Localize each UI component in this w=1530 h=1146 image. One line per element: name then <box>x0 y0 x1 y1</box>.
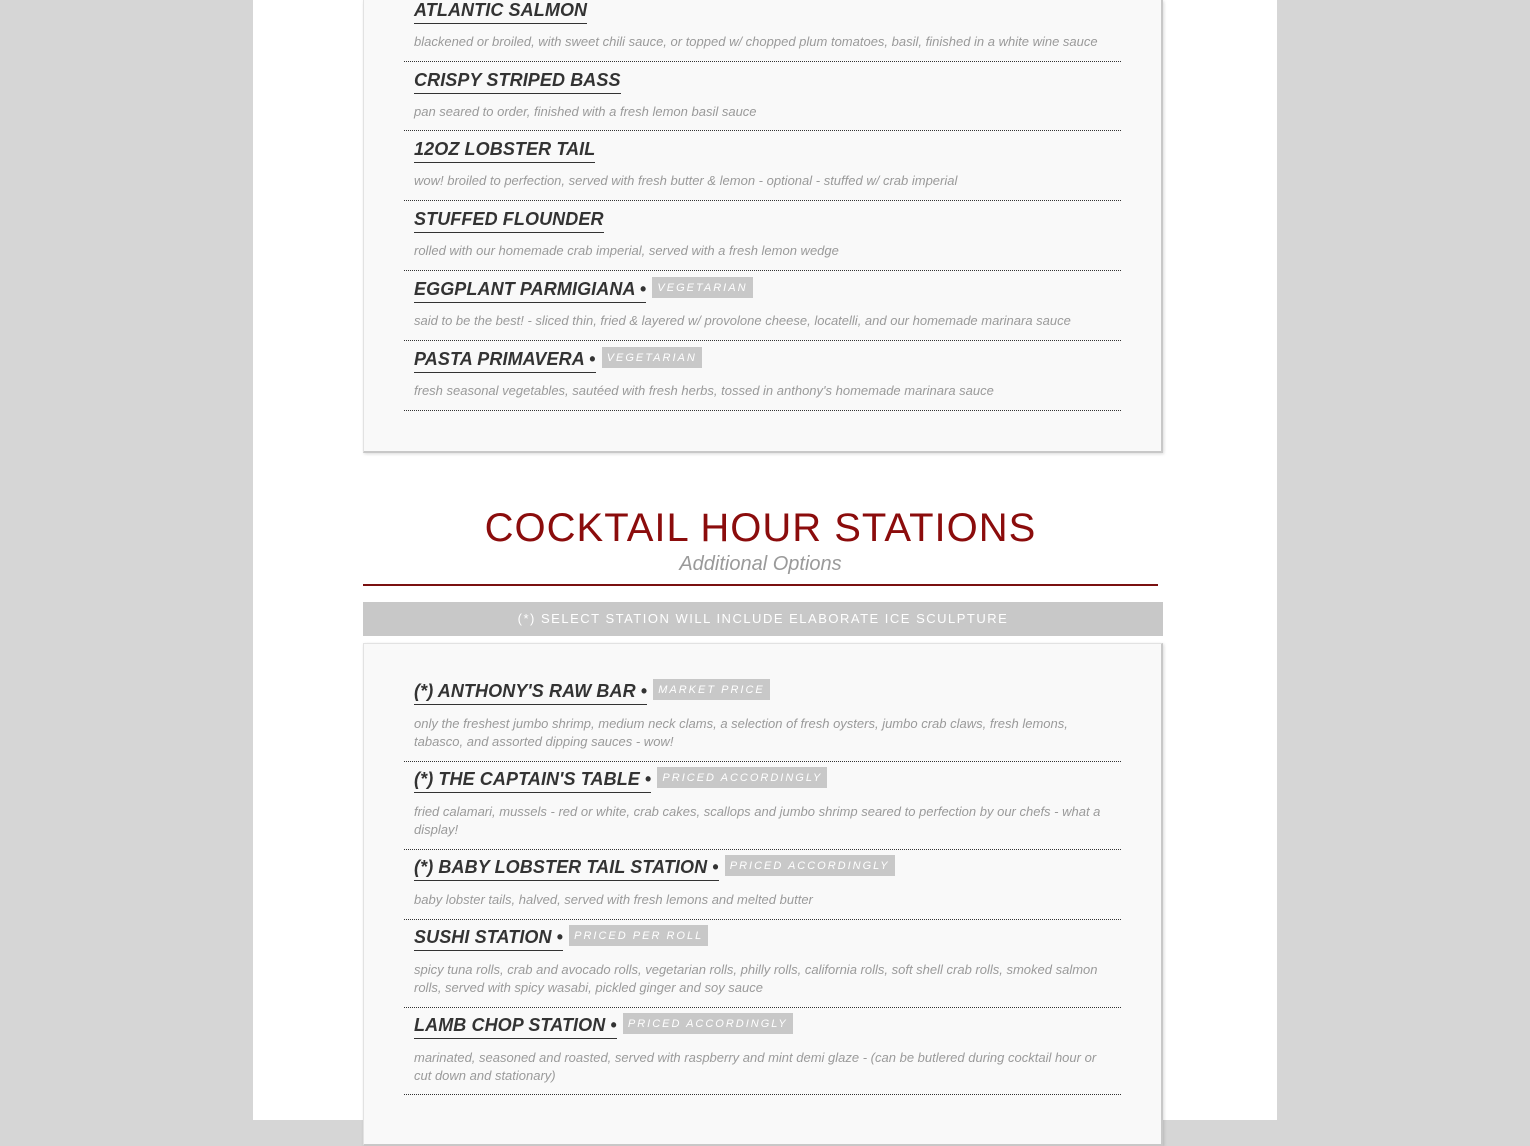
entree-menu-card <box>363 0 1163 453</box>
station-title: (*) THE CAPTAIN'S TABLE • <box>414 769 651 793</box>
section-divider <box>363 584 1158 586</box>
menu-item <box>404 70 1121 131</box>
menu-item-description: blackened or broiled, with sweet chili sauce, or topped w/ chopped plum tomatoes, basil, finished in a white wine sauce <box>414 34 1098 49</box>
price-badge: PRICED ACCORDINGLY <box>725 855 895 876</box>
station-description: marinated, seasoned and roasted, served with raspberry and mint demi glaze - (can be butlered during cocktail hour or cut down and stationary) <box>414 1050 1097 1083</box>
menu-item-description: said to be the best! - sliced thin, fried & layered w/ provolone cheese, locatelli, and our homemade marinara sauce <box>414 313 1071 328</box>
page-content <box>253 0 1277 1120</box>
menu-item-description: rolled with our homemade crab imperial, served with a fresh lemon wedge <box>414 243 839 258</box>
station-item <box>404 857 1121 920</box>
station-item <box>404 681 1121 762</box>
dietary-badge: VEGETARIAN <box>602 347 702 368</box>
menu-item <box>404 349 1121 411</box>
menu-item-description: fresh seasonal vegetables, sautéed with fresh herbs, tossed in anthony's homemade marinara sauce <box>414 383 994 398</box>
section-subtitle: Additional Options <box>679 553 842 575</box>
price-badge: PRICED PER ROLL <box>569 925 708 946</box>
menu-item <box>404 0 1121 62</box>
dietary-badge: VEGETARIAN <box>652 277 752 298</box>
station-title: (*) ANTHONY'S RAW BAR • <box>414 681 647 705</box>
ice-sculpture-notice: (*) SELECT STATION WILL INCLUDE ELABORATE ICE SCULPTURE <box>363 602 1163 636</box>
station-description: only the freshest jumbo shrimp, medium neck clams, a selection of fresh oysters, jumbo crab claws, fresh lemons, tabasco, and assorted dipping sauces - wow! <box>414 716 1068 749</box>
station-title: SUSHI STATION • <box>414 927 563 951</box>
menu-item-title: ATLANTIC SALMON <box>414 0 587 24</box>
menu-item-title: PASTA PRIMAVERA • <box>414 349 596 373</box>
menu-item-title: STUFFED FLOUNDER <box>414 209 604 233</box>
stations-menu-card <box>363 643 1163 1146</box>
menu-item-title: 12OZ LOBSTER TAIL <box>414 139 595 163</box>
station-title: LAMB CHOP STATION • <box>414 1015 617 1039</box>
price-badge: MARKET PRICE <box>653 679 770 700</box>
station-item <box>404 927 1121 1008</box>
menu-item <box>404 279 1121 341</box>
menu-item <box>404 139 1121 201</box>
menu-item-title: EGGPLANT PARMIGIANA • <box>414 279 646 303</box>
station-description: spicy tuna rolls, crab and avocado rolls, vegetarian rolls, philly rolls, california rolls, soft shell crab rolls, smoked salmon rolls, served with spicy wasabi, pickled ginger and soy sauce <box>414 962 1098 995</box>
menu-item-description: pan seared to order, finished with a fresh lemon basil sauce <box>414 104 757 119</box>
section-title: COCKTAIL HOUR STATIONS <box>484 506 1037 550</box>
menu-item <box>404 209 1121 271</box>
menu-item-title: CRISPY STRIPED BASS <box>414 70 621 94</box>
station-title: (*) BABY LOBSTER TAIL STATION • <box>414 857 719 881</box>
section-header <box>363 505 1158 576</box>
station-description: baby lobster tails, halved, served with fresh lemons and melted butter <box>414 892 813 907</box>
price-badge: PRICED ACCORDINGLY <box>623 1013 793 1034</box>
price-badge: PRICED ACCORDINGLY <box>657 767 827 788</box>
station-description: fried calamari, mussels - red or white, crab cakes, scallops and jumbo shrimp seared to perfection by our chefs - what a display! <box>414 804 1101 837</box>
station-item <box>404 769 1121 850</box>
menu-item-description: wow! broiled to perfection, served with fresh butter & lemon - optional - stuffed w/ crab imperial <box>414 173 958 188</box>
station-item <box>404 1015 1121 1095</box>
